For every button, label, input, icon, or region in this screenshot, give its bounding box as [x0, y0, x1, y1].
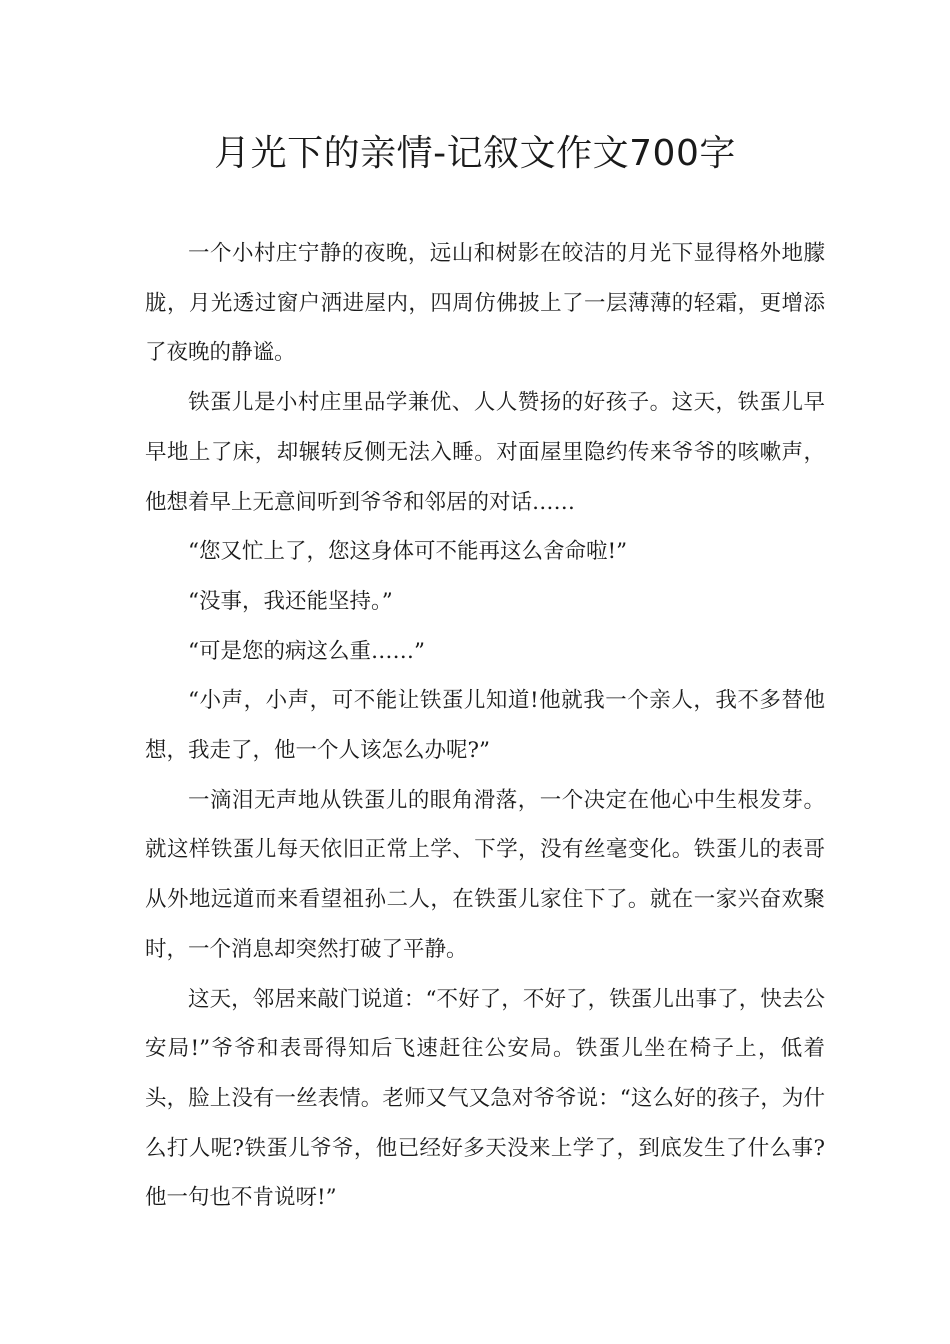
paragraph: “可是您的病这么重……”	[188, 638, 425, 664]
paragraph: 这天，邻居来敲门说道：“不好了，不好了，铁蛋儿出事了，快去公安局!”爷爷和表哥得知后飞速赶往公安局。铁蛋儿坐在椅子上，低着头，脸上没有一丝表情。老师又气又急对爷爷说：“这么好的孩子，为什么打人呢?铁蛋儿爷爷，他已经好多天没来上学了，到底发生了什么事?他一句也不肯说呀!”	[145, 986, 825, 1211]
paragraph: “您又忙上了，您这身体可不能再这么舍命啦!”	[188, 539, 628, 565]
paragraph: “小声，小声，可不能让铁蛋儿知道!他就我一个亲人，我不多替他想，我走了，他一个人该怎么办呢?”	[145, 688, 825, 764]
paragraph: 铁蛋儿是小村庄里品学兼优、人人赞扬的好孩子。这天，铁蛋儿早早地上了床，却辗转反侧无法入睡。对面屋里隐约传来爷爷的咳嗽声，他想着早上无意间听到爷爷和邻居的对话……	[145, 390, 825, 515]
paragraph: 一个小村庄宁静的夜晚，远山和树影在皎洁的月光下显得格外地朦胧，月光透过窗户洒进屋内，四周仿佛披上了一层薄薄的轻霜，更增添了夜晚的静谧。	[145, 241, 825, 366]
document-body	[145, 229, 825, 1223]
document-title: 月光下的亲情-记叙文作文700字	[214, 133, 736, 174]
paragraph: 一滴泪无声地从铁蛋儿的眼角滑落，一个决定在他心中生根发芽。就这样铁蛋儿每天依旧正常上学、下学，没有丝毫变化。铁蛋儿的表哥从外地远道而来看望祖孙二人，在铁蛋儿家住下了。就在一家兴奋欢聚时，一个消息却突然打破了平静。	[145, 787, 825, 962]
paragraph: “没事，我还能坚持。”	[188, 588, 393, 614]
